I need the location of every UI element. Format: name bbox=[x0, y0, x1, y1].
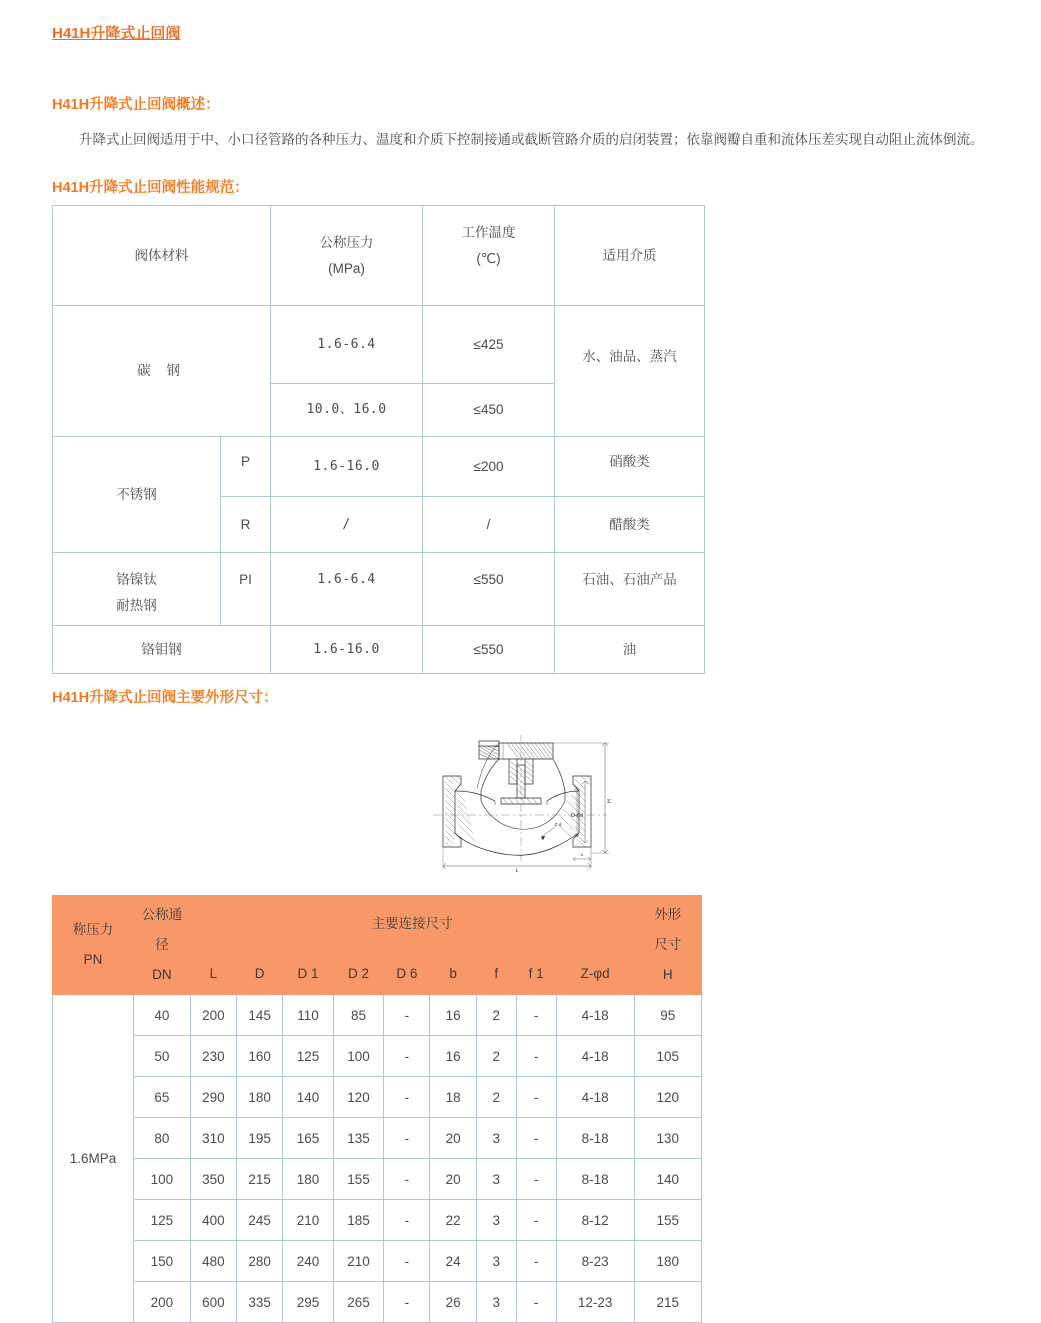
cell-material-chrome-nickel-titanium bbox=[53, 553, 221, 626]
header-outline-line1: 外形 bbox=[654, 907, 682, 922]
cell-dn: 50 bbox=[133, 1036, 190, 1077]
cell-f: 3 bbox=[476, 1200, 516, 1241]
header-outline-dims bbox=[634, 896, 701, 995]
cell-medium-0: 水、油品、蒸汽 bbox=[555, 306, 705, 437]
cell-b: 26 bbox=[430, 1282, 476, 1323]
cell-Zd: 8-23 bbox=[556, 1241, 634, 1282]
cell-Zd: 12-23 bbox=[556, 1282, 634, 1323]
cell-L: 290 bbox=[190, 1077, 236, 1118]
cell-temperature-1: ≤450 bbox=[423, 384, 555, 437]
cell-f1: - bbox=[516, 1077, 556, 1118]
header-material: 阀体材料 bbox=[53, 206, 271, 306]
header-dn-line1: 公称通 bbox=[141, 907, 183, 922]
table-row bbox=[53, 1118, 702, 1159]
cell-grade-3: R bbox=[221, 497, 271, 553]
header-col-b: b bbox=[430, 953, 476, 994]
cell-Zd: 8-18 bbox=[556, 1118, 634, 1159]
cell-f: 3 bbox=[476, 1159, 516, 1200]
cell-D6: - bbox=[384, 1282, 430, 1323]
cell-D2: 265 bbox=[333, 1282, 383, 1323]
cell-D1: 240 bbox=[283, 1241, 333, 1282]
header-pressure bbox=[271, 206, 423, 306]
table-row bbox=[53, 306, 705, 384]
cell-dn: 40 bbox=[133, 995, 190, 1036]
cell-f: 3 bbox=[476, 1282, 516, 1323]
cell-D1: 110 bbox=[283, 995, 333, 1036]
table-row bbox=[53, 1036, 702, 1077]
cell-L: 310 bbox=[190, 1118, 236, 1159]
cell-f: 3 bbox=[476, 1118, 516, 1159]
cell-material-carbon-steel: 碳 钢 bbox=[53, 306, 271, 437]
table-row bbox=[53, 1159, 702, 1200]
cell-D6: - bbox=[384, 1241, 430, 1282]
cell-medium-4: 石油、石油产品 bbox=[555, 553, 705, 626]
header-col-D1: D 1 bbox=[283, 953, 333, 994]
header-nominal-diameter bbox=[133, 896, 190, 995]
cell-L: 350 bbox=[190, 1159, 236, 1200]
header-pressure-line2: (MPa) bbox=[328, 260, 365, 276]
header-pressure-line1: 公称压力 bbox=[319, 234, 374, 250]
cell-pressure-5: 1.6-16.0 bbox=[271, 626, 423, 674]
header-medium: 适用介质 bbox=[555, 206, 705, 306]
cell-H: 120 bbox=[634, 1077, 701, 1118]
cell-b: 22 bbox=[430, 1200, 476, 1241]
dimension-label-b: b bbox=[580, 852, 583, 857]
cell-f1: - bbox=[516, 1282, 556, 1323]
cell-H: 105 bbox=[634, 1036, 701, 1077]
cell-dn: 125 bbox=[133, 1200, 190, 1241]
cell-f1: - bbox=[516, 1159, 556, 1200]
cell-Zd: 8-18 bbox=[556, 1159, 634, 1200]
table-row bbox=[53, 1241, 702, 1282]
cell-grade-2: P bbox=[221, 437, 271, 497]
table-row bbox=[53, 626, 705, 674]
header-col-f: f bbox=[476, 953, 516, 994]
cell-D1: 165 bbox=[283, 1118, 333, 1159]
cell-D: 280 bbox=[237, 1241, 283, 1282]
header-pn-line1: 称压力 bbox=[72, 922, 114, 937]
cell-D1: 125 bbox=[283, 1036, 333, 1077]
cell-L: 230 bbox=[190, 1036, 236, 1077]
dimensions-heading: H41H升降式止回阀主要外形尺寸： bbox=[52, 690, 278, 706]
cell-pn-value: 1.6MPa bbox=[53, 995, 134, 1323]
cell-D1: 140 bbox=[283, 1077, 333, 1118]
header-temperature-line1: 工作温度 bbox=[461, 225, 516, 240]
table-row bbox=[53, 1200, 702, 1241]
cell-D2: 120 bbox=[333, 1077, 383, 1118]
cell-D6: - bbox=[384, 1036, 430, 1077]
header-outline-line2: 尺寸 bbox=[654, 937, 682, 952]
cell-material-chrome-molybdenum-steel: 铬钼钢 bbox=[53, 626, 271, 674]
cell-H: 215 bbox=[634, 1282, 701, 1323]
header-col-D: D bbox=[237, 953, 283, 994]
cell-material-line2: 耐热钢 bbox=[116, 598, 157, 613]
cell-Zd: 4-18 bbox=[556, 1036, 634, 1077]
cell-b: 18 bbox=[430, 1077, 476, 1118]
cell-D: 335 bbox=[237, 1282, 283, 1323]
cell-grade-4: PI bbox=[221, 553, 271, 626]
cell-Zd: 4-18 bbox=[556, 995, 634, 1036]
cell-f1: - bbox=[516, 1241, 556, 1282]
cell-dn: 65 bbox=[133, 1077, 190, 1118]
page-title-link[interactable]: H41H升降式止回阀 bbox=[52, 25, 181, 42]
cell-L: 200 bbox=[190, 995, 236, 1036]
cell-Zd: 4-18 bbox=[556, 1077, 634, 1118]
table-row bbox=[53, 1077, 702, 1118]
cell-D6: - bbox=[384, 995, 430, 1036]
cell-b: 20 bbox=[430, 1118, 476, 1159]
header-col-Zd: Z-φd bbox=[556, 953, 634, 994]
cell-D2: 155 bbox=[333, 1159, 383, 1200]
cell-b: 20 bbox=[430, 1159, 476, 1200]
cell-pressure-4: 1.6-6.4 bbox=[271, 553, 423, 626]
dimension-label-l: L bbox=[515, 868, 518, 874]
header-outline-h: H bbox=[662, 967, 673, 982]
cell-D: 160 bbox=[237, 1036, 283, 1077]
table-row bbox=[53, 553, 705, 626]
dims-table-body bbox=[53, 995, 702, 1323]
cell-D: 195 bbox=[237, 1118, 283, 1159]
cell-f: 3 bbox=[476, 1241, 516, 1282]
cell-L: 480 bbox=[190, 1241, 236, 1282]
cell-D1: 295 bbox=[283, 1282, 333, 1323]
cell-D6: - bbox=[384, 1159, 430, 1200]
cell-D2: 210 bbox=[333, 1241, 383, 1282]
cell-H: 95 bbox=[634, 995, 701, 1036]
cell-L: 600 bbox=[190, 1282, 236, 1323]
cell-D6: - bbox=[384, 1118, 430, 1159]
table-header-row bbox=[53, 206, 705, 306]
cell-b: 16 bbox=[430, 1036, 476, 1077]
header-col-L: L bbox=[190, 953, 236, 994]
cell-f1: - bbox=[516, 1036, 556, 1077]
cell-f1: - bbox=[516, 1200, 556, 1241]
cell-H: 180 bbox=[634, 1241, 701, 1282]
cell-temperature-5: ≤550 bbox=[423, 626, 555, 674]
cell-D: 145 bbox=[237, 995, 283, 1036]
header-col-D2: D 2 bbox=[333, 953, 383, 994]
cell-D: 215 bbox=[237, 1159, 283, 1200]
cell-b: 16 bbox=[430, 995, 476, 1036]
header-main-connection-dims: 主要连接尺寸 bbox=[190, 896, 634, 954]
header-col-D6: D 6 bbox=[384, 953, 430, 994]
cell-dn: 100 bbox=[133, 1159, 190, 1200]
table-row bbox=[53, 1282, 702, 1323]
cell-D6: - bbox=[384, 1077, 430, 1118]
cell-D: 245 bbox=[237, 1200, 283, 1241]
header-temperature bbox=[423, 206, 555, 306]
cell-H: 140 bbox=[634, 1159, 701, 1200]
dimension-label-d: D-6d bbox=[570, 813, 583, 819]
header-temperature-line2: (℃) bbox=[476, 251, 501, 266]
cell-L: 400 bbox=[190, 1200, 236, 1241]
cell-pressure-0: 1.6-6.4 bbox=[271, 306, 423, 384]
valve-figure-container bbox=[0, 729, 1041, 877]
cell-f: 2 bbox=[476, 1077, 516, 1118]
header-dn-line3: DN bbox=[152, 967, 172, 982]
cell-medium-3: 醋酸类 bbox=[555, 497, 705, 553]
cell-temperature-2: ≤200 bbox=[423, 437, 555, 497]
cell-D2: 85 bbox=[333, 995, 383, 1036]
cell-dn: 80 bbox=[133, 1118, 190, 1159]
overview-paragraph: 升降式止回阀适用于中、小口径管路的各种压力、温度和介质下控制接通或截断管路介质的启闭装置；依靠阀瓣自重和流体压差实现自动阻止流体倒流。 bbox=[79, 132, 984, 147]
cell-temperature-3: / bbox=[423, 497, 555, 553]
cell-f: 2 bbox=[476, 1036, 516, 1077]
spec-heading: H41H升降式止回阀性能规范： bbox=[52, 180, 249, 196]
table-row bbox=[53, 437, 705, 497]
dims-header-row-1 bbox=[53, 896, 702, 954]
cell-dn: 150 bbox=[133, 1241, 190, 1282]
cell-material-stainless-steel: 不锈钢 bbox=[53, 437, 221, 553]
cell-temperature-0: ≤425 bbox=[423, 306, 555, 384]
header-dn-line2: 径 bbox=[155, 937, 169, 952]
cell-medium-5: 油 bbox=[555, 626, 705, 674]
cell-f: 2 bbox=[476, 995, 516, 1036]
cell-temperature-4: ≤550 bbox=[423, 553, 555, 626]
cell-Zd: 8-12 bbox=[556, 1200, 634, 1241]
overview-heading: H41H升降式止回阀概述： bbox=[52, 97, 220, 113]
cell-D2: 100 bbox=[333, 1036, 383, 1077]
header-nominal-pressure bbox=[53, 896, 134, 995]
cell-H: 130 bbox=[634, 1118, 701, 1159]
header-pn-line2: PN bbox=[83, 952, 103, 967]
cell-D2: 185 bbox=[333, 1200, 383, 1241]
header-col-f1: f 1 bbox=[516, 953, 556, 994]
cell-material-line1: 铬镍钛 bbox=[116, 572, 157, 587]
cell-medium-2: 硝酸类 bbox=[555, 437, 705, 497]
cell-H: 155 bbox=[634, 1200, 701, 1241]
dimension-label-zd: Z-d bbox=[554, 822, 561, 827]
cell-pressure-1: 10.0、16.0 bbox=[271, 384, 423, 437]
cell-pressure-3: / bbox=[271, 497, 423, 553]
cell-D1: 210 bbox=[283, 1200, 333, 1241]
cell-pressure-2: 1.6-16.0 bbox=[271, 437, 423, 497]
performance-spec-table bbox=[52, 205, 705, 674]
valve-cross-section-drawing bbox=[421, 729, 621, 874]
cell-f1: - bbox=[516, 1118, 556, 1159]
cell-D: 180 bbox=[237, 1077, 283, 1118]
table-row bbox=[53, 995, 702, 1036]
cell-b: 24 bbox=[430, 1241, 476, 1282]
cell-D6: - bbox=[384, 1200, 430, 1241]
cell-f1: - bbox=[516, 995, 556, 1036]
dimension-label-h: H bbox=[606, 799, 613, 803]
cell-D2: 135 bbox=[333, 1118, 383, 1159]
cell-D1: 180 bbox=[283, 1159, 333, 1200]
cell-dn: 200 bbox=[133, 1282, 190, 1323]
main-dimensions-table bbox=[52, 895, 702, 1323]
